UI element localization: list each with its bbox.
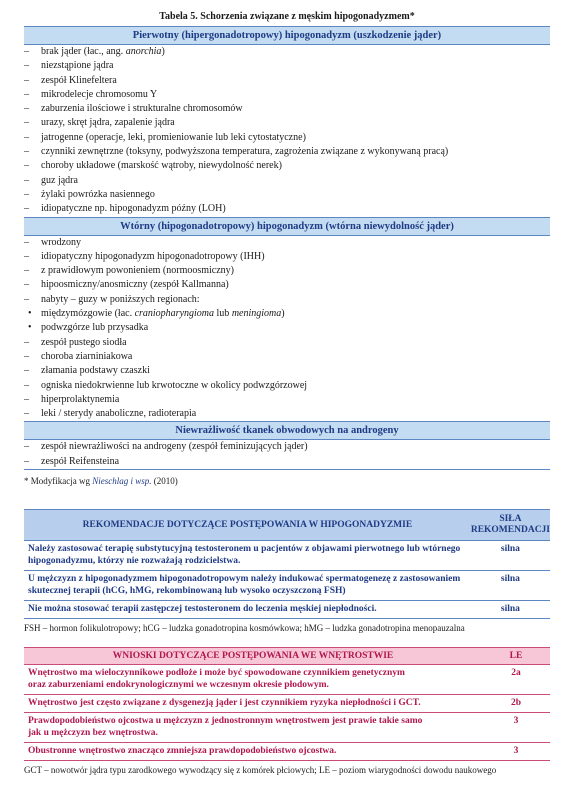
row-text-line: Należy zastosować terapię substytucyjną testosteronem u pacjentów z objawami pierwotnego lub wtórnego xyxy=(28,544,461,554)
dash-icon: – xyxy=(24,146,29,158)
cryptorchidism-header: WNIOSKI DOTYCZĄCE POSTĘPOWANIA WE WNĘTROSTWIE xyxy=(24,648,482,665)
evidence-level: 3 xyxy=(482,743,550,761)
list-item xyxy=(24,145,550,159)
list-item-text: czynniki zewnętrzne (toksyny, podwyższona temperatura, zagrożenia związane z wykonywaną pracą) xyxy=(41,146,449,158)
le-header: LE xyxy=(482,648,550,665)
section-list xyxy=(24,45,550,217)
list-item xyxy=(24,264,550,278)
list-item-text: z prawidłowym powonieniem (normoosmiczny) xyxy=(41,265,235,277)
list-item-text: zaburzenia ilościowe i strukturalne chromosomów xyxy=(41,103,243,115)
table-row xyxy=(24,601,550,619)
footnote-link[interactable]: Nieschlag i wsp. xyxy=(92,476,152,487)
list-item-text: lub xyxy=(214,308,232,320)
list-item xyxy=(24,102,550,116)
row-text-line: Wnętrostwo ma wieloczynnikowe podłoże i może być spowodowane czynnikiem genetycznym xyxy=(28,668,405,678)
dash-icon: – xyxy=(24,117,29,129)
row-text xyxy=(24,743,482,761)
list-item-text: hiperprolaktynemia xyxy=(41,393,120,405)
list-item-text: meningioma xyxy=(231,308,282,320)
dash-icon: – xyxy=(24,265,29,277)
list-item xyxy=(24,159,550,173)
list-item-text: zespół niewrażliwości na androgeny (zespół feminizujących jąder) xyxy=(41,441,308,453)
row-text xyxy=(24,601,471,619)
list-item xyxy=(24,174,550,188)
cryptorchidism-table xyxy=(24,647,550,776)
dash-icon: – xyxy=(24,103,29,115)
dash-icon: – xyxy=(24,160,29,172)
dash-icon: – xyxy=(24,188,29,200)
list-item xyxy=(24,74,550,88)
list-item xyxy=(24,440,550,454)
list-item xyxy=(24,336,550,350)
dash-icon: – xyxy=(24,441,29,453)
list-item-text: ogniska niedokrwienne lub krwotoczne w okolicy podwzgórzowej xyxy=(41,379,308,391)
table-row xyxy=(24,743,550,761)
dash-icon: – xyxy=(24,336,29,348)
list-item xyxy=(24,407,550,421)
row-text xyxy=(24,695,482,713)
list-item-text: wrodzony xyxy=(41,236,81,248)
row-text-line: Obustronne wnętrostwo znacząco zmniejsza prawdopodobieństwo ojcostwa. xyxy=(28,746,337,756)
evidence-level: 2a xyxy=(482,665,550,695)
dash-icon: – xyxy=(24,131,29,143)
evidence-level: 2b xyxy=(482,695,550,713)
footnote-suffix: (2010) xyxy=(151,476,178,487)
list-item xyxy=(24,455,550,469)
section-header: Pierwotny (hipergonadotropowy) hipogonadyzm (uszkodzenie jąder) xyxy=(24,26,550,45)
evidence-level: 3 xyxy=(482,713,550,743)
dash-icon: – xyxy=(24,379,29,391)
list-item xyxy=(24,350,550,364)
list-item-text: guz jądra xyxy=(41,174,78,186)
list-item-text: ) xyxy=(161,46,165,57)
row-text xyxy=(24,571,471,601)
row-text-line: hipogonadyzmu, którzy nie rozważają rodzicielstwa. xyxy=(28,556,241,566)
row-text xyxy=(24,713,482,743)
dash-icon: – xyxy=(24,46,29,57)
table-row xyxy=(24,713,550,743)
dash-icon: – xyxy=(24,393,29,405)
table-5-body xyxy=(24,26,550,470)
list-item-text: choroba ziarniniakowa xyxy=(41,350,133,362)
recommendations-header: REKOMENDACJE DOTYCZĄCE POSTĘPOWANIA W HIPOGONADYZMIE xyxy=(24,510,471,541)
table-row xyxy=(24,541,550,571)
list-item-text: jatrogenne (operacje, leki, promieniowanie lub leki cytostatyczne) xyxy=(41,131,306,143)
list-item xyxy=(24,188,550,202)
dash-icon: – xyxy=(24,60,29,72)
list-item-text: mikrodelecje chromosomu Y xyxy=(41,88,158,100)
recommendation-strength: silna xyxy=(471,601,550,619)
dash-icon: – xyxy=(24,236,29,248)
strength-header xyxy=(471,510,550,541)
list-item-text: anorchia xyxy=(125,46,162,57)
recommendation-strength: silna xyxy=(471,571,550,601)
recommendation-strength: silna xyxy=(471,541,550,571)
list-item-text: ) xyxy=(281,308,285,320)
dash-icon: – xyxy=(24,74,29,86)
section-list xyxy=(24,236,550,422)
row-text-line: Wnętrostwo jest często związane z dysgenezją jąder i jest czynnikiem ryzyka niepłodności i GCT. xyxy=(28,698,421,708)
list-item xyxy=(24,131,550,145)
list-item-text: zespół Klinefeltera xyxy=(41,74,117,86)
list-item-text: złamania podstawy czaszki xyxy=(41,365,150,377)
list-item xyxy=(24,278,550,292)
dash-icon: – xyxy=(24,203,29,215)
dash-icon: – xyxy=(24,279,29,291)
list-item xyxy=(24,88,550,102)
row-text-line: Prawdopodobieństwo ojcostwa u mężczyzn z jednostronnym wnętrostwem jest prawie takie samo xyxy=(28,716,423,726)
recommendations-body xyxy=(24,541,550,619)
list-item xyxy=(24,321,550,335)
list-item xyxy=(24,364,550,378)
list-item xyxy=(24,45,550,59)
recommendations-note: FSH – hormon folikulotropowy; hCG – ludzka gonadotropina kosmówkowa; hMG – ludzka gonadotropina menopauzalna xyxy=(24,623,465,633)
list-item-text: leki / sterydy anaboliczne, radioterapia xyxy=(41,408,197,420)
section-header: Niewrażliwość tkanek obwodowych na androgeny xyxy=(24,421,550,440)
dash-icon: – xyxy=(24,365,29,377)
dash-icon: – xyxy=(24,455,29,467)
list-item-text: podwzgórze lub przysadka xyxy=(41,322,149,334)
row-text-line: U mężczyzn z hipogonadyzmem hipogonadotropowym należy indukować spermatogenezę z zastosowaniem xyxy=(28,574,461,584)
list-item-text: zespół Reifensteina xyxy=(41,455,120,467)
row-text-line: oraz zaburzeniami endokrynologicznymi we wczesnym okresie płodowym. xyxy=(28,680,329,690)
dash-icon: – xyxy=(24,293,29,305)
row-text-line: jak u mężczyzn bez wnętrostwa. xyxy=(28,728,158,738)
list-item-text: zespół pustego siodła xyxy=(41,336,127,348)
list-item-text: nabyty – guzy w poniższych regionach: xyxy=(41,293,200,305)
dash-icon: – xyxy=(24,408,29,420)
table-row xyxy=(24,695,550,713)
bullet-icon: • xyxy=(28,308,32,320)
list-item-text: żylaki powrózka nasiennego xyxy=(41,188,155,200)
section-list xyxy=(24,440,550,470)
list-item xyxy=(24,202,550,216)
section-header: Wtórny (hipogonadotropowy) hipogonadyzm (wtórna niewydolność jąder) xyxy=(24,217,550,236)
list-item xyxy=(24,236,550,250)
row-text xyxy=(24,541,471,571)
table-row xyxy=(24,665,550,695)
list-item-text: urazy, skręt jądra, zapalenie jądra xyxy=(41,117,175,129)
dash-icon: – xyxy=(24,174,29,186)
footnote-prefix: * Modyfikacja wg xyxy=(24,476,93,487)
list-item-text: idiopatyczny hipogonadyzm hipogonadotropowy (IHH) xyxy=(41,250,265,262)
row-text xyxy=(24,665,482,695)
list-item xyxy=(24,393,550,407)
list-item xyxy=(24,116,550,130)
table-row xyxy=(24,571,550,601)
strength-header-line-2: REKOMENDACJI xyxy=(470,525,550,535)
cryptorchidism-body xyxy=(24,665,550,761)
list-item-text: niezstąpione jądra xyxy=(41,60,114,72)
list-item-text: choroby układowe (marskość wątroby, niewydolność nerek) xyxy=(41,160,282,172)
recommendations-table xyxy=(24,509,550,634)
strength-header-line-1: SIŁA xyxy=(499,514,522,524)
list-item-text: brak jąder (łac., ang. xyxy=(41,46,126,57)
bullet-icon: • xyxy=(28,322,32,334)
list-item-text: craniopharyngioma xyxy=(134,308,215,320)
list-item xyxy=(24,293,550,307)
table-5 xyxy=(24,0,550,488)
row-text-line: skutecznej terapii (hCG, hMG, rekombinowaną lub wysoko oczyszczoną FSH) xyxy=(28,586,346,596)
dash-icon: – xyxy=(24,250,29,262)
row-text-line: Nie można stosować terapii zastępczej testosteronem do leczenia męskiej niepłodności. xyxy=(28,604,377,614)
list-item xyxy=(24,379,550,393)
list-item xyxy=(24,59,550,73)
dash-icon: – xyxy=(24,350,29,362)
cryptorchidism-note: GCT – nowotwór jądra typu zarodkowego wywodzący się z komórek płciowych; LE – poziom wiarygodności dowodu naukowego xyxy=(24,765,497,775)
list-item-text: międzymózgowie (łac. xyxy=(41,308,135,320)
dash-icon: – xyxy=(24,88,29,100)
list-item xyxy=(24,250,550,264)
list-item-text: idiopatyczne np. hipogonadyzm późny (LOH) xyxy=(41,203,226,215)
table-5-title: Tabela 5. Schorzenia związane z męskim hipogonadyzmem* xyxy=(159,11,415,22)
list-item-text: hipoosmiczny/anosmiczny (zespół Kallmanna) xyxy=(41,279,229,291)
table-5-footnote xyxy=(24,475,550,488)
list-item xyxy=(24,307,550,321)
